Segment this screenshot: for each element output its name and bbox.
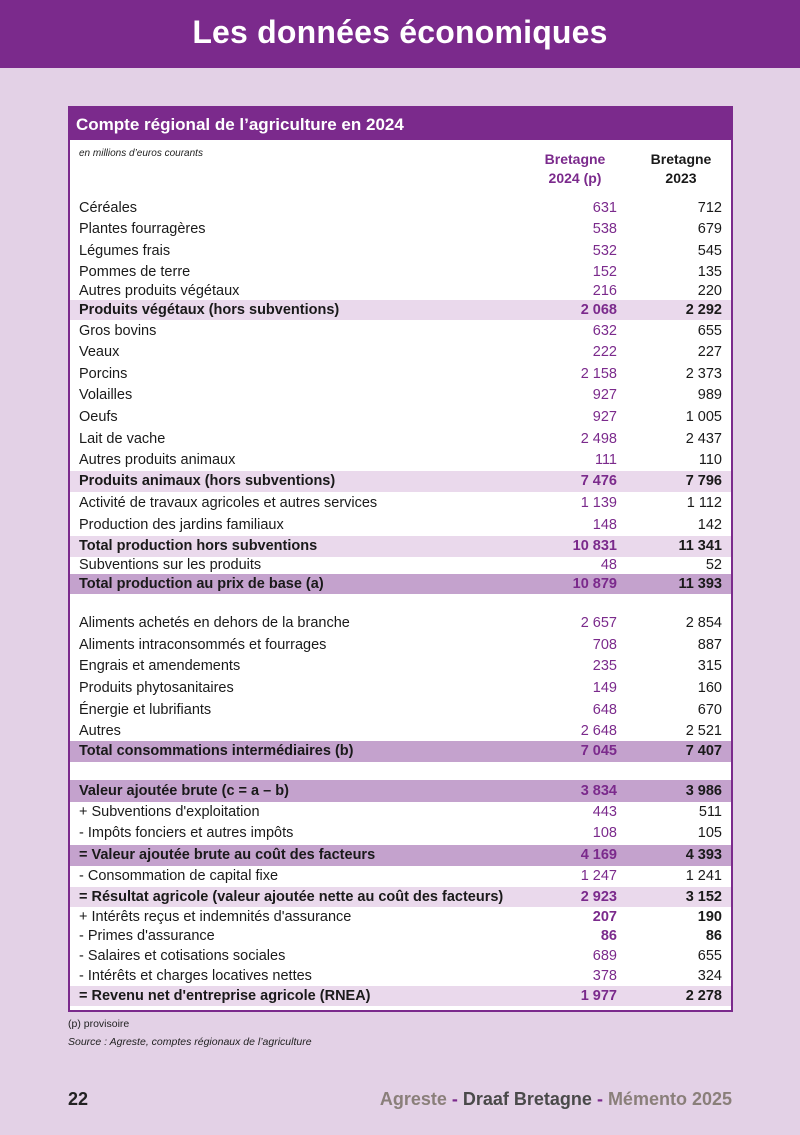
value-2024: 689 (592, 948, 617, 964)
row-label: Pommes de terre (79, 264, 191, 280)
row-label: Total consommations intermédiaires (b) (79, 743, 354, 759)
value-2023: 1 005 (685, 409, 722, 425)
value-2023: 2 373 (685, 366, 722, 382)
value-2024: 2 158 (580, 366, 617, 382)
value-2023: 670 (697, 702, 722, 718)
table-row (70, 385, 731, 406)
value-2023: 1 112 (686, 495, 722, 511)
row-label: Subventions sur les produits (79, 557, 262, 573)
value-2023: 7 407 (685, 743, 722, 759)
value-2024: 10 831 (572, 538, 617, 554)
row-label: + Intérêts reçus et indemnités d'assurance (79, 909, 352, 925)
value-2023: 324 (697, 968, 722, 984)
value-2023: 2 437 (685, 431, 722, 447)
value-2024: 2 648 (580, 723, 617, 739)
value-2024: 7 476 (580, 473, 617, 489)
value-2024: 148 (592, 517, 617, 533)
value-2024: 443 (592, 804, 617, 820)
column-header-2023: Bretagne 2023 (650, 151, 712, 186)
value-2023: 11 393 (678, 576, 722, 592)
table-row (70, 320, 731, 343)
row-label: - Intérêts et charges locatives nettes (79, 968, 312, 984)
value-2023: 11 341 (678, 538, 722, 554)
value-2024: 632 (592, 323, 617, 339)
table-row (70, 927, 731, 946)
value-2024: 48 (600, 557, 617, 573)
row-label: Produits végétaux (hors subventions) (79, 302, 340, 318)
value-2023: 887 (697, 637, 722, 653)
table-row (70, 536, 731, 557)
row-label: Autres (79, 723, 121, 739)
table-row (70, 300, 731, 320)
table-row (70, 428, 731, 450)
value-2023: 2 521 (685, 723, 722, 739)
table-row (70, 780, 731, 802)
value-2023: 1 241 (685, 868, 722, 884)
table-row (70, 612, 731, 635)
value-2023: 86 (705, 928, 722, 944)
row-label: Activité de travaux agricoles et autres services (79, 495, 378, 511)
table-row (70, 342, 731, 363)
table-row (70, 823, 731, 844)
table-row (70, 699, 731, 721)
value-2023: 160 (697, 680, 722, 696)
table-row (70, 946, 731, 966)
table-row (70, 656, 731, 677)
value-2024: 3 834 (580, 783, 617, 799)
row-label: - Salaires et cotisations sociales (79, 948, 286, 964)
page-number: 22 (68, 1089, 89, 1109)
value-2023: 511 (698, 804, 722, 820)
value-2024: 2 923 (580, 889, 617, 905)
table-row (70, 574, 731, 594)
row-label: Énergie et lubrifiants (79, 702, 212, 718)
row-label: Autres produits végétaux (79, 283, 240, 299)
table-row (70, 966, 731, 986)
table-row (70, 557, 731, 574)
source-note: Source : Agreste, comptes régionaux de l’agriculture (68, 1036, 312, 1048)
value-2024: 2 657 (580, 615, 617, 631)
value-2023: 190 (697, 909, 722, 925)
table-row (70, 907, 731, 927)
row-label: = Résultat agricole (valeur ajoutée nette au coût des facteurs) (79, 889, 504, 905)
value-2024: 10 879 (572, 576, 617, 592)
value-2023: 655 (697, 323, 722, 339)
value-2024: 108 (592, 825, 617, 841)
table-title: Compte régional de l’agriculture en 2024 (70, 108, 731, 140)
page-title: Les données économiques (192, 14, 608, 50)
row-label: Autres produits animaux (79, 452, 236, 468)
value-2024: 86 (600, 928, 617, 944)
value-2023: 2 278 (685, 988, 722, 1004)
value-2024: 222 (592, 344, 617, 360)
table-row (70, 450, 731, 471)
table-row (70, 845, 731, 866)
value-2024: 538 (592, 221, 617, 237)
row-label: - Consommation de capital fixe (79, 868, 279, 884)
table-row (70, 635, 731, 656)
row-label: Produits phytosanitaires (79, 680, 234, 696)
publication-brand: Agreste - Draaf Bretagne - Mémento 2025 (379, 1089, 732, 1109)
row-label: Total production au prix de base (a) (79, 576, 324, 592)
table-row (70, 363, 731, 385)
value-2023: 679 (697, 221, 722, 237)
row-label: Porcins (79, 366, 128, 382)
row-label: - Impôts fonciers et autres impôts (79, 825, 294, 841)
value-2024: 927 (592, 409, 617, 425)
row-label: = Valeur ajoutée brute au coût des facteurs (79, 847, 376, 863)
row-label: Gros bovins (79, 323, 157, 339)
value-2024: 532 (592, 243, 617, 259)
value-2024: 216 (592, 283, 617, 299)
row-label: Plantes fourragères (79, 221, 206, 237)
table-row (70, 198, 731, 219)
table-row (70, 677, 731, 699)
row-label: Aliments intraconsommés et fourrages (79, 637, 327, 653)
value-2024: 2 498 (580, 431, 617, 447)
table-row (70, 721, 731, 741)
value-2023: 655 (697, 948, 722, 964)
value-2024: 648 (592, 702, 617, 718)
value-2023: 4 393 (685, 847, 722, 863)
value-2024: 631 (592, 200, 617, 216)
value-2023: 135 (697, 264, 722, 280)
value-2023: 142 (697, 517, 722, 533)
value-2023: 3 152 (685, 889, 722, 905)
value-2023: 220 (697, 283, 722, 299)
value-2023: 110 (698, 452, 722, 468)
value-2024: 111 (594, 452, 617, 468)
agri-account-panel (68, 106, 733, 1012)
row-label: - Primes d'assurance (79, 928, 215, 944)
row-label: Aliments achetés en dehors de la branche (79, 615, 350, 631)
table-row (70, 262, 731, 283)
unit-note: en millions d’euros courants (79, 148, 203, 159)
row-label: Production des jardins familiaux (79, 517, 284, 533)
row-label: Veaux (79, 344, 120, 360)
value-2024: 235 (592, 658, 617, 674)
row-label: Total production hors subventions (79, 538, 318, 554)
value-2023: 989 (697, 387, 722, 403)
row-label: Produits animaux (hors subventions) (79, 473, 336, 489)
row-label: = Revenu net d'entreprise agricole (RNEA) (79, 988, 371, 1004)
row-label: Engrais et amendements (79, 658, 241, 674)
value-2023: 2 292 (685, 302, 722, 318)
value-2023: 227 (697, 344, 722, 360)
value-2024: 378 (592, 968, 617, 984)
value-2023: 315 (697, 658, 722, 674)
value-2023: 2 854 (685, 615, 722, 631)
value-2023: 712 (697, 200, 722, 216)
table-row (70, 406, 731, 428)
table-row (70, 492, 731, 514)
value-2023: 105 (697, 825, 722, 841)
value-2023: 545 (697, 243, 722, 259)
table-row (70, 219, 731, 240)
value-2024: 927 (592, 387, 617, 403)
row-label: Volailles (79, 387, 133, 403)
row-label: Céréales (79, 200, 138, 216)
table-row (70, 866, 731, 887)
value-2024: 4 169 (580, 847, 617, 863)
table-row (70, 241, 731, 262)
table-row (70, 471, 731, 492)
value-2024: 708 (592, 637, 617, 653)
value-2024: 1 139 (580, 495, 617, 511)
value-2024: 7 045 (580, 743, 617, 759)
value-2024: 149 (592, 680, 617, 696)
value-2024: 152 (592, 264, 617, 280)
table-row (70, 802, 731, 823)
provisional-note: (p) provisoire (68, 1018, 130, 1030)
column-header-2024: Bretagne 2024 (p) (544, 151, 606, 186)
value-2024: 207 (592, 909, 617, 925)
value-2024: 1 247 (580, 868, 617, 884)
row-label: Valeur ajoutée brute (c = a – b) (79, 783, 289, 799)
table-row (70, 741, 731, 762)
row-label: Légumes frais (79, 243, 171, 259)
table-row (70, 986, 731, 1006)
row-label: Lait de vache (79, 431, 166, 447)
row-label: + Subventions d'exploitation (79, 804, 260, 820)
row-label: Oeufs (79, 409, 118, 425)
table-row (70, 283, 731, 300)
table-row (70, 514, 731, 536)
value-2024: 2 068 (580, 302, 617, 318)
value-2023: 52 (705, 557, 722, 573)
value-2023: 7 796 (685, 473, 722, 489)
value-2023: 3 986 (685, 783, 722, 799)
table-row (70, 887, 731, 907)
value-2024: 1 977 (580, 988, 617, 1004)
page-header (0, 0, 800, 68)
